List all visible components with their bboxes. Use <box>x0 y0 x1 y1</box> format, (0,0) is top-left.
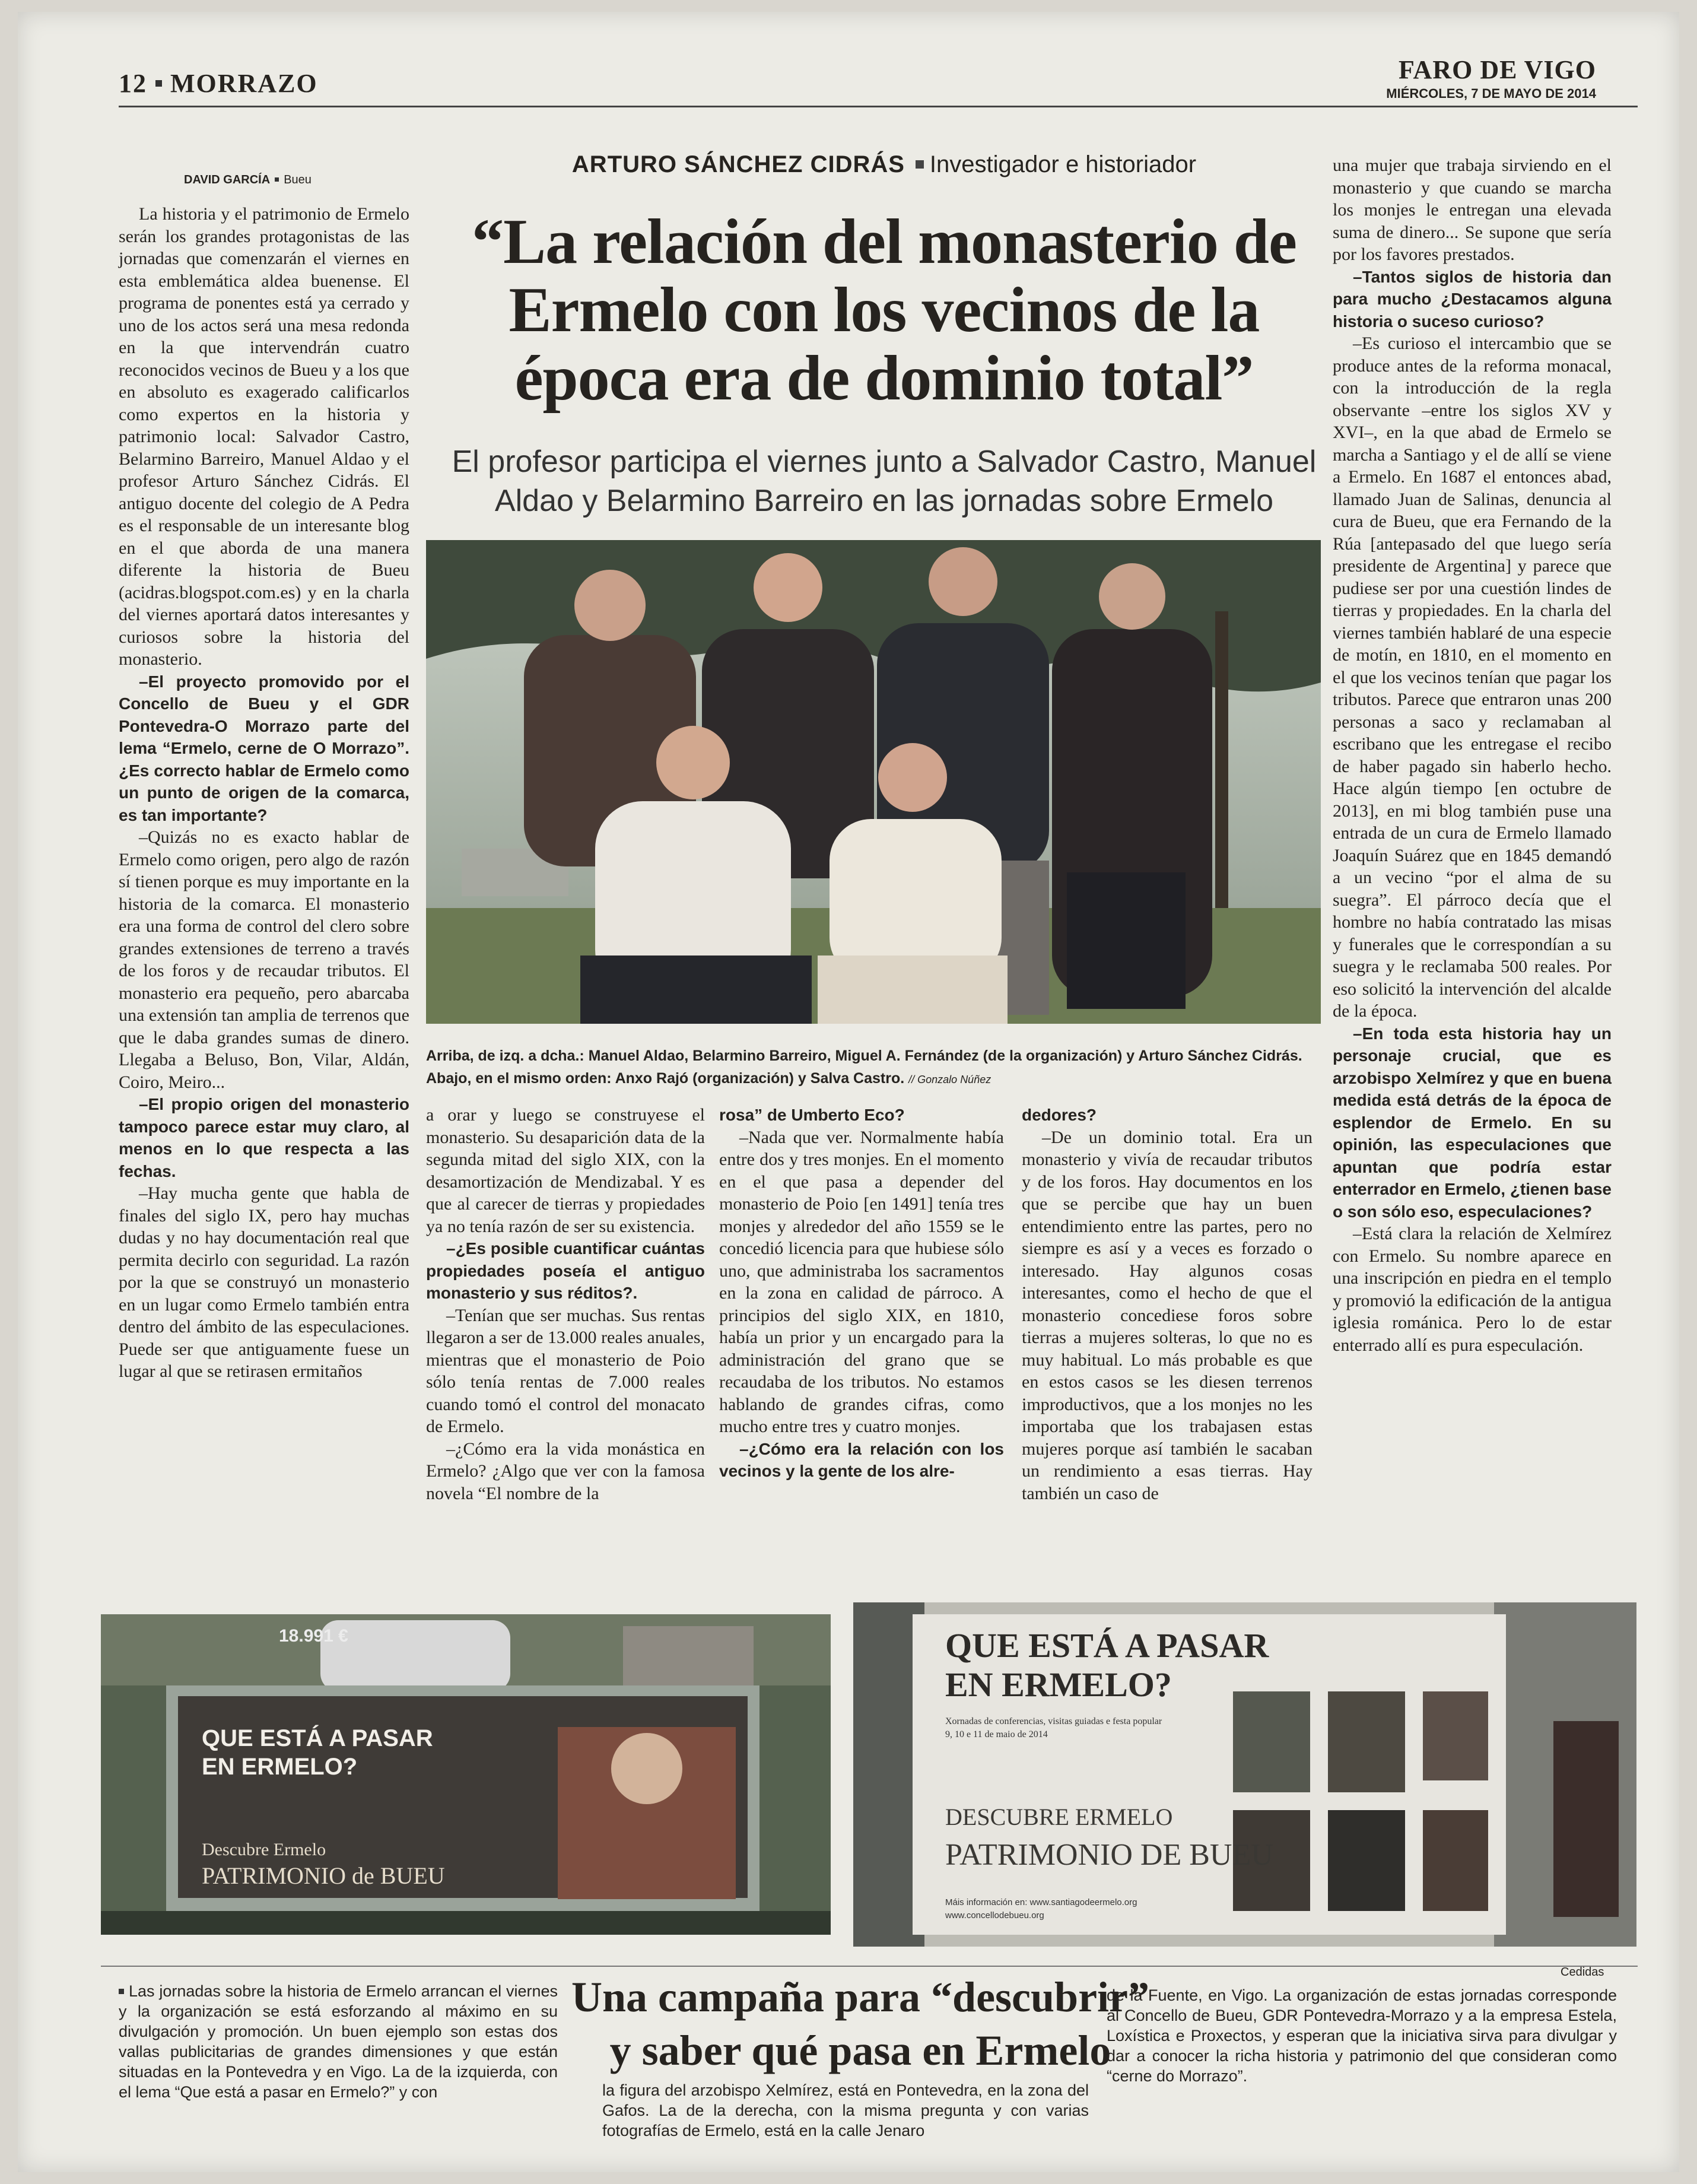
billboard-right-title-line2: EN ERMELO? <box>945 1665 1172 1704</box>
byline-author: DAVID GARCÍA <box>184 173 271 186</box>
interview-answer: –Hay mucha gente que habla de finales del siglo IX, pero hay muchas dudas y no hay documentación real que permita decirlo con seguridad. La razón por la que se construyó un monasterio en un lugar como Ermelo también entra dentro del ámbito de las especulaciones. Puede ser que antiguamente fuese un lugar al que se retirasen ermitaños <box>119 1183 409 1381</box>
kicker <box>540 151 1228 178</box>
publication-date: MIÉRCOLES, 7 DE MAYO DE 2014 <box>1386 86 1596 101</box>
separator-square-icon <box>155 80 162 87</box>
page-folio <box>119 68 318 99</box>
interview-answer: –De un dominio total. Era un monasterio y vivía de recaudar tributos y de los foros. Hay documentos en los que se percibe que hay un buen entendimiento entre las partes, pero no siempre es así y a veces es forzado o interesado. Hay algunos cosas interesantes, como el hecho de que el monasterio concediese foros sobre tierras a mujeres solteras, lo que no es muy habitual. Lo más probable es que en estos casos se les diesen terrenos improductivos, que a los monjes no les importaba que los trabajasen estas mujeres porque así también le sacaban un rendimiento a esas tierras. Hay también un caso de <box>1022 1127 1313 1503</box>
interview-answer: –Es curioso el intercambio que se produce antes de la reforma monacal, con la introducción de la regla observante –entre los siglos XV y XVI–, en la que abad de Ermelo se marcha a Santiago y el de allí se viene a Ermelo. En 1687 el entonces abad, llamado Juan de Salinas, denuncia al cura de Bueu, que era Fernando de la Rúa [antepasado del que luego sería presidente de Argentina] y parece que pudiese ser por una cuestión lindes de tierras y propiedades. En la charla del viernes también hablaré de una especie de motín, en 1810, en el momento en el que los vecinos tenían que pagar los tributos. Parece que entraron unas 200 personas a saco y reclamaban al escribano que les entregase el recibo de haber pagado sin haberlo hecho. Hace algún tiempo [en octubre de 2013], en mi blog también puse una entrada de un cura de Ermelo llamado Joaquín Suárez que en 1845 demandó a un vecino “por el alma de su suegra”. El párroco decía que el hombre no había contratado las misas y funerales que le correspondían a su suegra y le reclamaba 500 reales. Por eso solicitó la intervención del alcalde de la época. <box>1333 334 1612 1021</box>
kicker-name: ARTURO SÁNCHEZ CIDRÁS <box>571 151 905 177</box>
interview-question: dedores? <box>1022 1106 1097 1124</box>
interview-question: –¿Cómo era la relación con los vecinos y la gente de los alre- <box>719 1439 1004 1480</box>
kicker-role: Investigador e historiador <box>929 151 1197 177</box>
article-column-5 <box>1333 154 1612 1356</box>
header-rule <box>119 106 1638 107</box>
billboard-right-tagline-text: Xornadas de conferencias, visitas guiadas e festa popular <box>945 1716 1162 1726</box>
interview-question: –En toda esta historia hay un personaje crucial, que es arzobispo Xelmírez y que en buena medida está detrás de la época de esplendor de Ermelo. En su opinión, las especulaciones que apuntan que podría estar enterrador en Ermelo, ¿tienen base o son sólo eso, especulaciones? <box>1333 1024 1612 1221</box>
newspaper-page <box>18 12 1679 2172</box>
billboard-left-price: 18.991 € <box>279 1626 348 1646</box>
interview-answer: –Quizás no es exacto hablar de Ermelo como origen, pero algo de razón sí tienen porque es muy importante en la historia de la comarca. El monasterio era una forma de control del clero sobre grandes extensiones de terreno a través de los foros y de recaudar tributos. El monasterio era pequeño, pero abarcaba una extensión tan amplia de terrenos que que le daba grandes sumas de dinero. Llegaba a Beluso, Bon, Vilar, Aldán, Coiro, Meiro... <box>119 827 409 1092</box>
bullet-square-icon <box>119 1989 124 1994</box>
bottom-right-text: de la Fuente, en Vigo. La organización de estas jornadas corresponde al Concello de Bueu, GDR Pontevedra-Morrazo y a la empresa Estela, Loxística e Proxectos, y esperan que la iniciativa sirva para divulgar y dar a conocer la richa historia y patrimonio del que consideran como “cerne do Morrazo”. <box>1107 1986 1617 2085</box>
photo-caption <box>426 1045 1321 1091</box>
section-name: MORRAZO <box>170 69 318 98</box>
page-number: 12 <box>119 69 147 98</box>
interview-question: –El proyecto promovido por el Concello de Bueu y el GDR Pontevedra-O Morrazo parte del lema “Ermelo, cerne de O Morrazo”. ¿Es correcto hablar de Ermelo como un punto de origen de la comarca, es tan importante? <box>119 672 409 824</box>
separator-square-icon <box>275 177 279 182</box>
group-photo <box>426 540 1321 1024</box>
separator-square-icon <box>916 160 924 169</box>
billboard-photo-right <box>853 1602 1636 1947</box>
billboard-left-brand <box>202 1837 445 1889</box>
interview-question: rosa” de Umberto Eco? <box>719 1106 905 1124</box>
interview-question: –¿Cómo era la vida monástica en Ermelo? ¿Algo que ver con la famosa novela “El nombre de la <box>426 1439 705 1503</box>
interview-answer: –Nada que ver. Normalmente había entre dos y tres monjes. En el momento en el que pasa a depender del monasterio de Poio [en 1491] tenía tres monjes y alrededor del año 1559 se le concedió licencia para que hubiese sólo uno, que administraba los sacramentos en la zona en calidad de párroco. A principios del siglo XIX, en 1810, había un prior y un encargado para la administración del grano que se recaudaba de los tributos. No estamos hablando de grandes cifras, como mucho entre tres y cuatro monjes. <box>719 1127 1004 1436</box>
billboard-right-line4: PATRIMONIO DE BUEU <box>945 1838 1273 1872</box>
paragraph: a orar y luego se construyese el monasterio. Su desaparición data de la segunda mitad del siglo XIX, con la desamortización de Mendizabal. Y es que al carecer de tierras y propiedades ya no tenía razón de ser su existencia. <box>426 1105 705 1236</box>
billboard-right-title <box>945 1626 1269 1704</box>
bottom-center-text: la figura del arzobispo Xelmírez, está en Pontevedra, en la zona del Gafos. La de la derecha, con la misma pregunta y con varias fotografías de Ermelo, está en la calle Jenaro <box>602 2081 1089 2139</box>
publication-name: FARO DE VIGO <box>1398 55 1596 84</box>
subheadline: El profesor participa el viernes junto a Salvador Castro, Manuel Aldao y Belarmino Barreiro en las jornadas sobre Ermelo <box>452 445 1317 518</box>
interview-question: –¿Es posible cuantificar cuántas propiedades poseía el antiguo monasterio y sus réditos?. <box>426 1239 705 1302</box>
billboard-left-title-line1: QUE ESTÁ A PASAR <box>202 1725 433 1751</box>
billboard-right-info <box>945 1896 1137 1922</box>
bottom-headline-line1: Una campaña para “descubrir” <box>571 1973 1150 2021</box>
bottom-left-text <box>119 1981 558 2102</box>
billboard-photo-left <box>101 1614 831 1935</box>
billboard-left-line4: PATRIMONIO de BUEU <box>202 1862 445 1889</box>
article-column-1 <box>119 203 409 1383</box>
byline <box>184 173 312 187</box>
billboard-right-dates: 9, 10 e 11 de maio de 2014 <box>945 1729 1048 1739</box>
billboard-photo-credit: Cedidas <box>1561 1966 1604 1979</box>
article-column-4 <box>1022 1104 1313 1504</box>
bottom-headline-line2: y saber qué pasa en Ermelo <box>609 2027 1111 2074</box>
bottom-left-text-body: Las jornadas sobre la historia de Ermelo arrancan el viernes y la organización se está esforzando al máximo en su divulgación y promoción. Un buen ejemplo son estas dos vallas publicitarias de grandes dimensiones y que están situadas en la Pontevedra y en Vigo. La de la izquierda, con el lema “Que está a pasar en Ermelo?” y con <box>119 1982 558 2101</box>
billboard-right-info-text: Máis información en: www.santiagodeermelo.org <box>945 1897 1137 1907</box>
publication-masthead <box>1386 55 1596 101</box>
billboard-right-web: www.concellodebueu.org <box>945 1910 1044 1920</box>
caption-text: Arriba, de izq. a dcha.: Manuel Aldao, Belarmino Barreiro, Miguel A. Fernández (de la organización) y Arturo Sánchez Cidrás. Abajo, en el mismo orden: Anxo Rajó (organización) y Salva Castro. <box>426 1047 1302 1087</box>
bottom-rule <box>101 1966 1638 1967</box>
interview-question: –Tantos siglos de historia dan para mucho ¿Destacamos alguna historia o suceso curioso? <box>1333 267 1612 331</box>
billboard-right-tagline <box>945 1715 1162 1741</box>
bottom-headline <box>561 1970 1160 2077</box>
billboard-right-brand <box>945 1798 1273 1874</box>
billboard-right-title-line1: QUE ESTÁ A PASAR <box>945 1626 1269 1665</box>
interview-answer: –Está clara la relación de Xelmírez con Ermelo. Su nombre aparece en una inscripción en piedra en el templo y promovió la edificación de la antigua iglesia románica. Pero lo de estar enterrado allí es pura especulación. <box>1333 1224 1612 1355</box>
article-column-3 <box>719 1104 1004 1483</box>
billboard-left-line3: Descubre Ermelo <box>202 1840 326 1859</box>
interview-answer: –Tenían que ser muchas. Sus rentas llegaron a ser de 13.000 reales anuales, mientras que el monasterio de Poio sólo tenía rentas de 7.000 reales cuando tomó el control del monacato de Ermelo. <box>426 1305 705 1436</box>
headline: “La relación del monasterio de Ermelo con los vecinos de la época era de dominio total” <box>472 207 1296 414</box>
billboard-left-title-line2: EN ERMELO? <box>202 1754 358 1780</box>
byline-location: Bueu <box>284 173 312 186</box>
billboard-left-title <box>202 1724 433 1781</box>
interview-question: –El propio origen del monasterio tampoco parece estar muy claro, al menos en lo que respecta a las fechas. <box>119 1095 409 1180</box>
paragraph: La historia y el patrimonio de Ermelo serán los grandes protagonistas de las jornadas que comenzarán el viernes en esta emblemática aldea buenense. El programa de ponentes está ya cerrado y uno de los actos será una mesa redonda en la que intervendrán cuatro reconocidos vecinos de Bueu y a los que en absoluto es exagerado calificarlos como expertos en la historia y patrimonio local: Salvador Castro, Belarmino Barreiro, Manuel Aldao y el profesor Arturo Sánchez Cidrás. El antiguo docente del colegio de A Pedra es el responsable de un interesante blog en el que aborda de una manera diferente la historia de Bueu (acidras.blogspot.com.es) y en la charla del viernes aportará datos interesantes y curiosos sobre la historia del monasterio. <box>119 204 409 669</box>
article-column-2 <box>426 1104 705 1504</box>
photo-credit: // Gonzalo Núñez <box>908 1074 991 1085</box>
billboard-right-line3: DESCUBRE ERMELO <box>945 1804 1173 1830</box>
paragraph: una mujer que trabaja sirviendo en el monasterio y que cuando se marcha los monjes le entregan una elevada suma de dinero... Se supone que sería por los favores prestados. <box>1333 155 1612 264</box>
